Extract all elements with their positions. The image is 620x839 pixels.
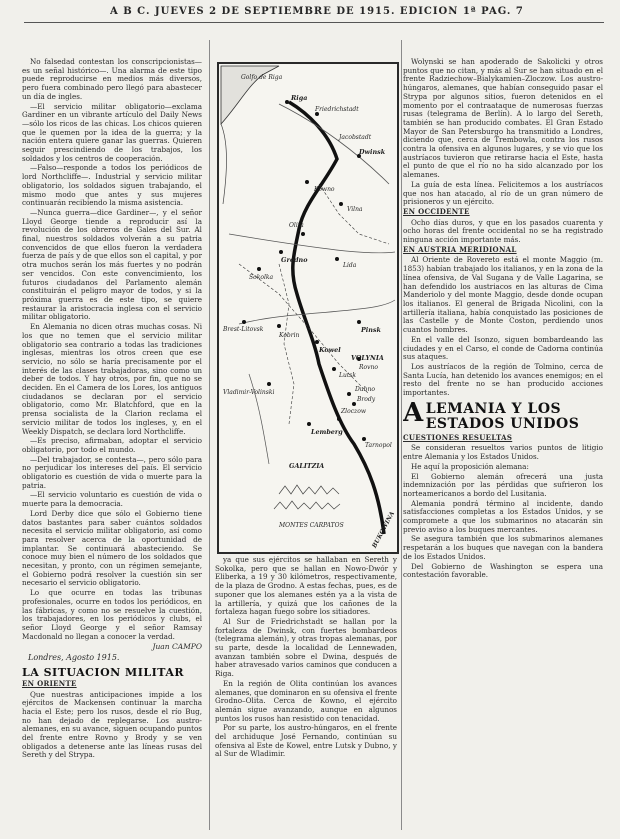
map-label: Kowel [319,346,341,354]
column-divider-1 [209,40,210,830]
col3-section-paragraph: He aquí la proposición alemana: [411,461,529,471]
city-dot [362,437,366,441]
map-label: Sokolka [249,274,274,281]
map-label: MONTES CARPATOS [279,522,344,529]
col1-paragraph: —El servicio militar obligatorio—exclama Gardiner en un vibrante artículo del Daily News—sólo los ricos de las chicas. Los chicos quieren que le quemen por la idea de la guerra; y la nación entera quiere ganar las guerras. Quieren seguir prescindiendo de los trabajos, los soldados y los centros de cooperación. [22,101,202,163]
railway-3 [319,184,389,244]
col3-section-paragraph: Alemania pondrá término al incidente, dando satisfacciones completas a los Estados Unidos, y se compromete a que los submarinos no atacarán sin previo aviso a los buques mercantes. [403,498,603,534]
railway-2 [279,264,294,424]
map-label: Brest-Litovsk [223,326,264,333]
col2-paragraph: ya que sus ejércitos se hallaban en Sereth y Sokolka, pero que se hallan en Nowo-Dwór y Eliberka, a 19 y 30 kilómetros, respectivamente, de la plaza de Grodno. A estas fechas, pues, es de suponer que los alemanes estén ya a la vista de la artillería, y quizá que los cañones de la fortaleza hagan fuego sobre los sitiadores. [215,556,397,617]
col1-section-paragraph: Que nuestras anticipaciones impide a los ejércitos de Mackensen continuar la marcha hacia el Este; pero los rusos, desde el río Bug, no han dejado de replegarse. Los austro-alemanes, en su avance, siguen ocupando puntos del frente entre Rovno y Brody y se ven obligados a detenerse ante las líneas rusas del Sereth y del Strypa. [22,689,202,760]
map-label: Dwinsk [359,148,386,156]
map-label: Grodno [281,256,308,264]
section-title-military: LA SITUACION MILITAR [22,665,184,679]
col3-paragraph: Ocho días duros, y que en los pasados cuarenta y ocho horas del frente occidental no se ha registrado ninguna acción importante más. [403,217,603,245]
city-dot [242,320,246,324]
col2-paragraph: En la región de Olita continúan los avances alemanes, que dominaron en su ofensiva el frente Grodno–Olita. Cerca de Kowno, el ejército alemán sigue avanzando, aunque en algunos puntos los rusos han resistido con tenacidad. [215,678,397,723]
col3-section-paragraph: Del Gobierno de Washington se espera una contestación favorable. [403,561,603,580]
city-dot [347,392,351,396]
col1-paragraph: —Es preciso, afirmaban, adoptar el servicio obligatorio, por todo el mundo. [22,436,202,454]
col1-paragraph: —Falso—responde a todos los periódicos de lord Northcliffe—. Industrial y servicio militar obligatorio, los soldados siguen trabajando, el mismo modo que antes y sus mujeres continuarán recibiendo la misma asistencia. [22,163,202,208]
col1-paragraph: Lo que ocurre en todas las tribunas profesionales, ocurre en todos los periódicos, en las fábricas, y como no se resuelve la cuestión, los trabajadores, en los periódicos y clubs, el señor Lloyd George y el señor Ramsay Macdonald no llegan a conocer la verdad. [22,588,202,641]
map-label: Lemberg [311,428,343,436]
city-dot [339,202,343,206]
map-label: Kobrin [279,332,300,339]
river-niemen [229,234,395,253]
subhead-austria: EN AUSTRIA MERIDIONAL [403,244,517,254]
col1-paragraph: No falsedad contestan los conscripcionistas—es un señal histórico—. Una alarma de este tipo puede reproducirse en medios más diversos, pero fuera combinado pero llegó para abastecer un día de ingles. [22,58,202,101]
col1-paragraph: En Alemania no dicen otras muchas cosas. Ni los que no temen que el servicio militar obligatorio sea contrario a todas las tradiciones inglesas, mientras los otros creen que ese servicio, no sólo se haría precisamente por el interés de las clases trabajadoras, sino como un deber de todos. Y hay otros, por fin, que no se deciden. En el Camera de los Lores, los antiguos ciudadanos se declaran por el servicio obligatorio, como Mr. Blatchford, que en la prensa socialista de la Clarion reclama el servicio militar de todos los ingleses, y, en el Weekly Dispatch, se declara lord Northcliffe. [22,322,202,436]
col1-paragraph: —Nunca guerra—dice Gardiner—, y el señor Lloyd George tiende a reproducir así la revolución de los obreros de Gales del Sur. Al final, nuestros soldados volverán a su patria convencidos de que ellos fueron la verdadera fuerza de país y de que ellos son el capital, y por otra muchos serán los más fuertes y no podrán ser vencidos. Con este convencimiento, los futuros ciudadanos del Parlamento alemán constituirán el peligro mayor de todos, y si la próxima guerra es de este tipo, se quiere restaurar la aristocracia inglesa con el servicio militar obligatorio. [22,207,202,322]
war-map [217,62,399,554]
subhead-occidente: EN OCCIDENTE [403,206,470,216]
city-dot [285,100,289,104]
map-label: Pinsk [361,326,381,334]
map-label: Brody [357,396,376,403]
city-dot [337,417,341,421]
page-header: A B C. JUEVES 2 DE SEPTIEMBRE DE 1915. EDICION 1ª PAG. 7 [110,6,524,17]
col1-paragraph: —El servicio voluntario es cuestión de vida o muerte para la democracia. [22,490,202,509]
city-dot [315,340,319,344]
city-dot [279,250,283,254]
article-signature: Juan CAMPO [152,642,202,652]
city-dot [257,267,261,271]
city-dot [267,382,271,386]
col3-paragraph: La guía de esta línea. Felicitemos a los austríacos que nos han atacado, al río de un gran número de prisioneros y un ejército. [403,179,603,207]
city-dot [307,422,311,426]
article-dateline: Londres, Agosto 1915. [28,653,120,663]
header-rule [24,22,604,23]
city-dot [332,367,336,371]
city-dot [301,232,305,236]
map-label: Lutsk [339,372,356,379]
col1-paragraph: Lord Derby dice que sólo el Gobierno tiene datos bastantes para saber cuántos soldados necesita el servicio militar obligatorio, así como para resolver acerca de la oportunidad de implantar. Se continuará abasteciendo. Se conoce muy bien el número de los soldados que necesitan, y pronto, con un régimen semejante, el Gobierno podrá resolver la cuestión sin ser necesario el servicio obligatorio. [22,508,202,588]
col3-section-paragraph: Se consideran resueltos varios puntos de litigio entre Alemania y los Estados Unidos. [403,443,603,462]
city-dot [335,257,339,261]
map-label: Zloczow [341,408,366,415]
col2-paragraph: Por su parte, los austro-húngaros, en el frente del archiduque José Fernando, continúan su ofensiva al Este de Kowel, entre Lutsk y Dubno, y al Sur de Wladimir. [215,723,397,759]
col3-section-paragraph: El Gobierno alemán ofrecerá una justa indemnización por las pérdidas que sufrieron los norteamericanos a bordo del Lusitania. [403,471,603,498]
mountain-range-2 [274,501,340,509]
col3-section-paragraph: Se asegura también que los submarinos alemanes respetarán a los buques que navegan con la bandera de los Estados Unidos. [403,534,603,561]
map-label: Rovno [359,364,378,371]
map-label: Riga [291,94,308,102]
map-label: Lida [343,262,357,269]
map-label: GALITZIA [289,462,325,470]
coastline [221,124,227,204]
col2-paragraph: Al Sur de Friedrichstadt se hallan por la fortaleza de Dwinsk, con fuertes bombardeos (telegrama alemán), y otras tropas alemanas, por su parte, desde la localidad de Lennewaden, avanzan también sobre el Dwina, después de haber atravesado varios caminos que conducen a Riga. [215,616,397,679]
column-divider-2 [401,40,402,830]
dropcap: A [403,397,424,428]
col3-paragraph: En el valle del Isonzo, siguen bombardeando las ciudades y en el Carso, el conde de Cadorna continúa sus ataques. [403,334,603,362]
map-label: Friedrichstadt [315,106,359,113]
map-label: Vilna [347,206,363,213]
section-subhead-oriente: EN ORIENTE [22,678,77,688]
section-title-text: LEMANIA Y LOS ESTADOS UNIDOS [425,400,580,432]
map-label: Jacobstadt [339,134,372,141]
col1-paragraph: —Del trabajador, se contesta—, pero sólo para no perjudicar los intereses del país. El servicio obligatorio es cuestión de vida o muerte para la patria. [22,454,202,490]
map-label: Olita [289,222,304,229]
col3-paragraph: Los austríacos de la región de Tolmino, cerca de Santa Lucía, han detenido los avances enemigos; en el resto del frente no se han producido acciones importantes. [403,361,603,398]
river-pripet [239,300,395,324]
city-dot [305,180,309,184]
city-dot [357,320,361,324]
city-dot [277,324,281,328]
column-2-text [215,556,397,826]
map-label: Kowno [314,186,335,193]
subhead-cuestiones: CUESTIONES RESUELTAS [403,432,513,442]
section-title-germany-usa [403,397,603,432]
col3-paragraph: Al Oriente de Rovereto está el monte Maggio (m. 1853) habían trabajado los italianos, y en la zona de la línea ofensiva, de Val Sugana y de Valle Lagarina, se han defendido los austriacos en las alturas de Cima Manderiolo y del monte Maggio, desde donde ocupan los italianos. El general de Brigada Nicolini, con la artillería italiana, había conquistado las posiciones de las Castelle y de Monte Coston, perdiendo unos cuantos hombres. [403,255,603,335]
map-label: Tarnopol [365,442,392,449]
city-dot [352,402,356,406]
map-label: Golfo de Riga [241,74,283,81]
river-dwina [279,104,389,184]
map-label: BUKOWINA [371,510,397,550]
river-bug [249,374,269,464]
map-label: VOLYNIA [351,354,384,362]
mountain-range [279,485,339,494]
column-1 [22,58,202,828]
map-label: Dubno [355,386,375,393]
column-3 [403,58,603,828]
map-label: Vladimir-Volinski [223,389,275,396]
col3-paragraph: Wolynski se han apoderado de Sakolicki y otros puntos que no citan, y más al Sur se han situado en el frente Radziechow–Bialykamien–Zloczow. Los austro-húngaros, alemanes, que habían conseguido pasar el Strypa por algunos sitios, fueron detenidos en el momento por el contraataque de numerosas fuerzas rusas (telegrama de Berlín). A lo largo del Sereth, también se han producido combates. El Gran Estado Mayor de San Petersburgo ha transmitido a Londres, diciendo que, cerca de Trembowla, contra los rusos contra la ofensiva en algunos lugares, y se vio que los austríacos tuvieron que retirarse hacia el Este, hasta el punto de que el río no ha sido alcanzado por los alemanes. [403,58,603,180]
